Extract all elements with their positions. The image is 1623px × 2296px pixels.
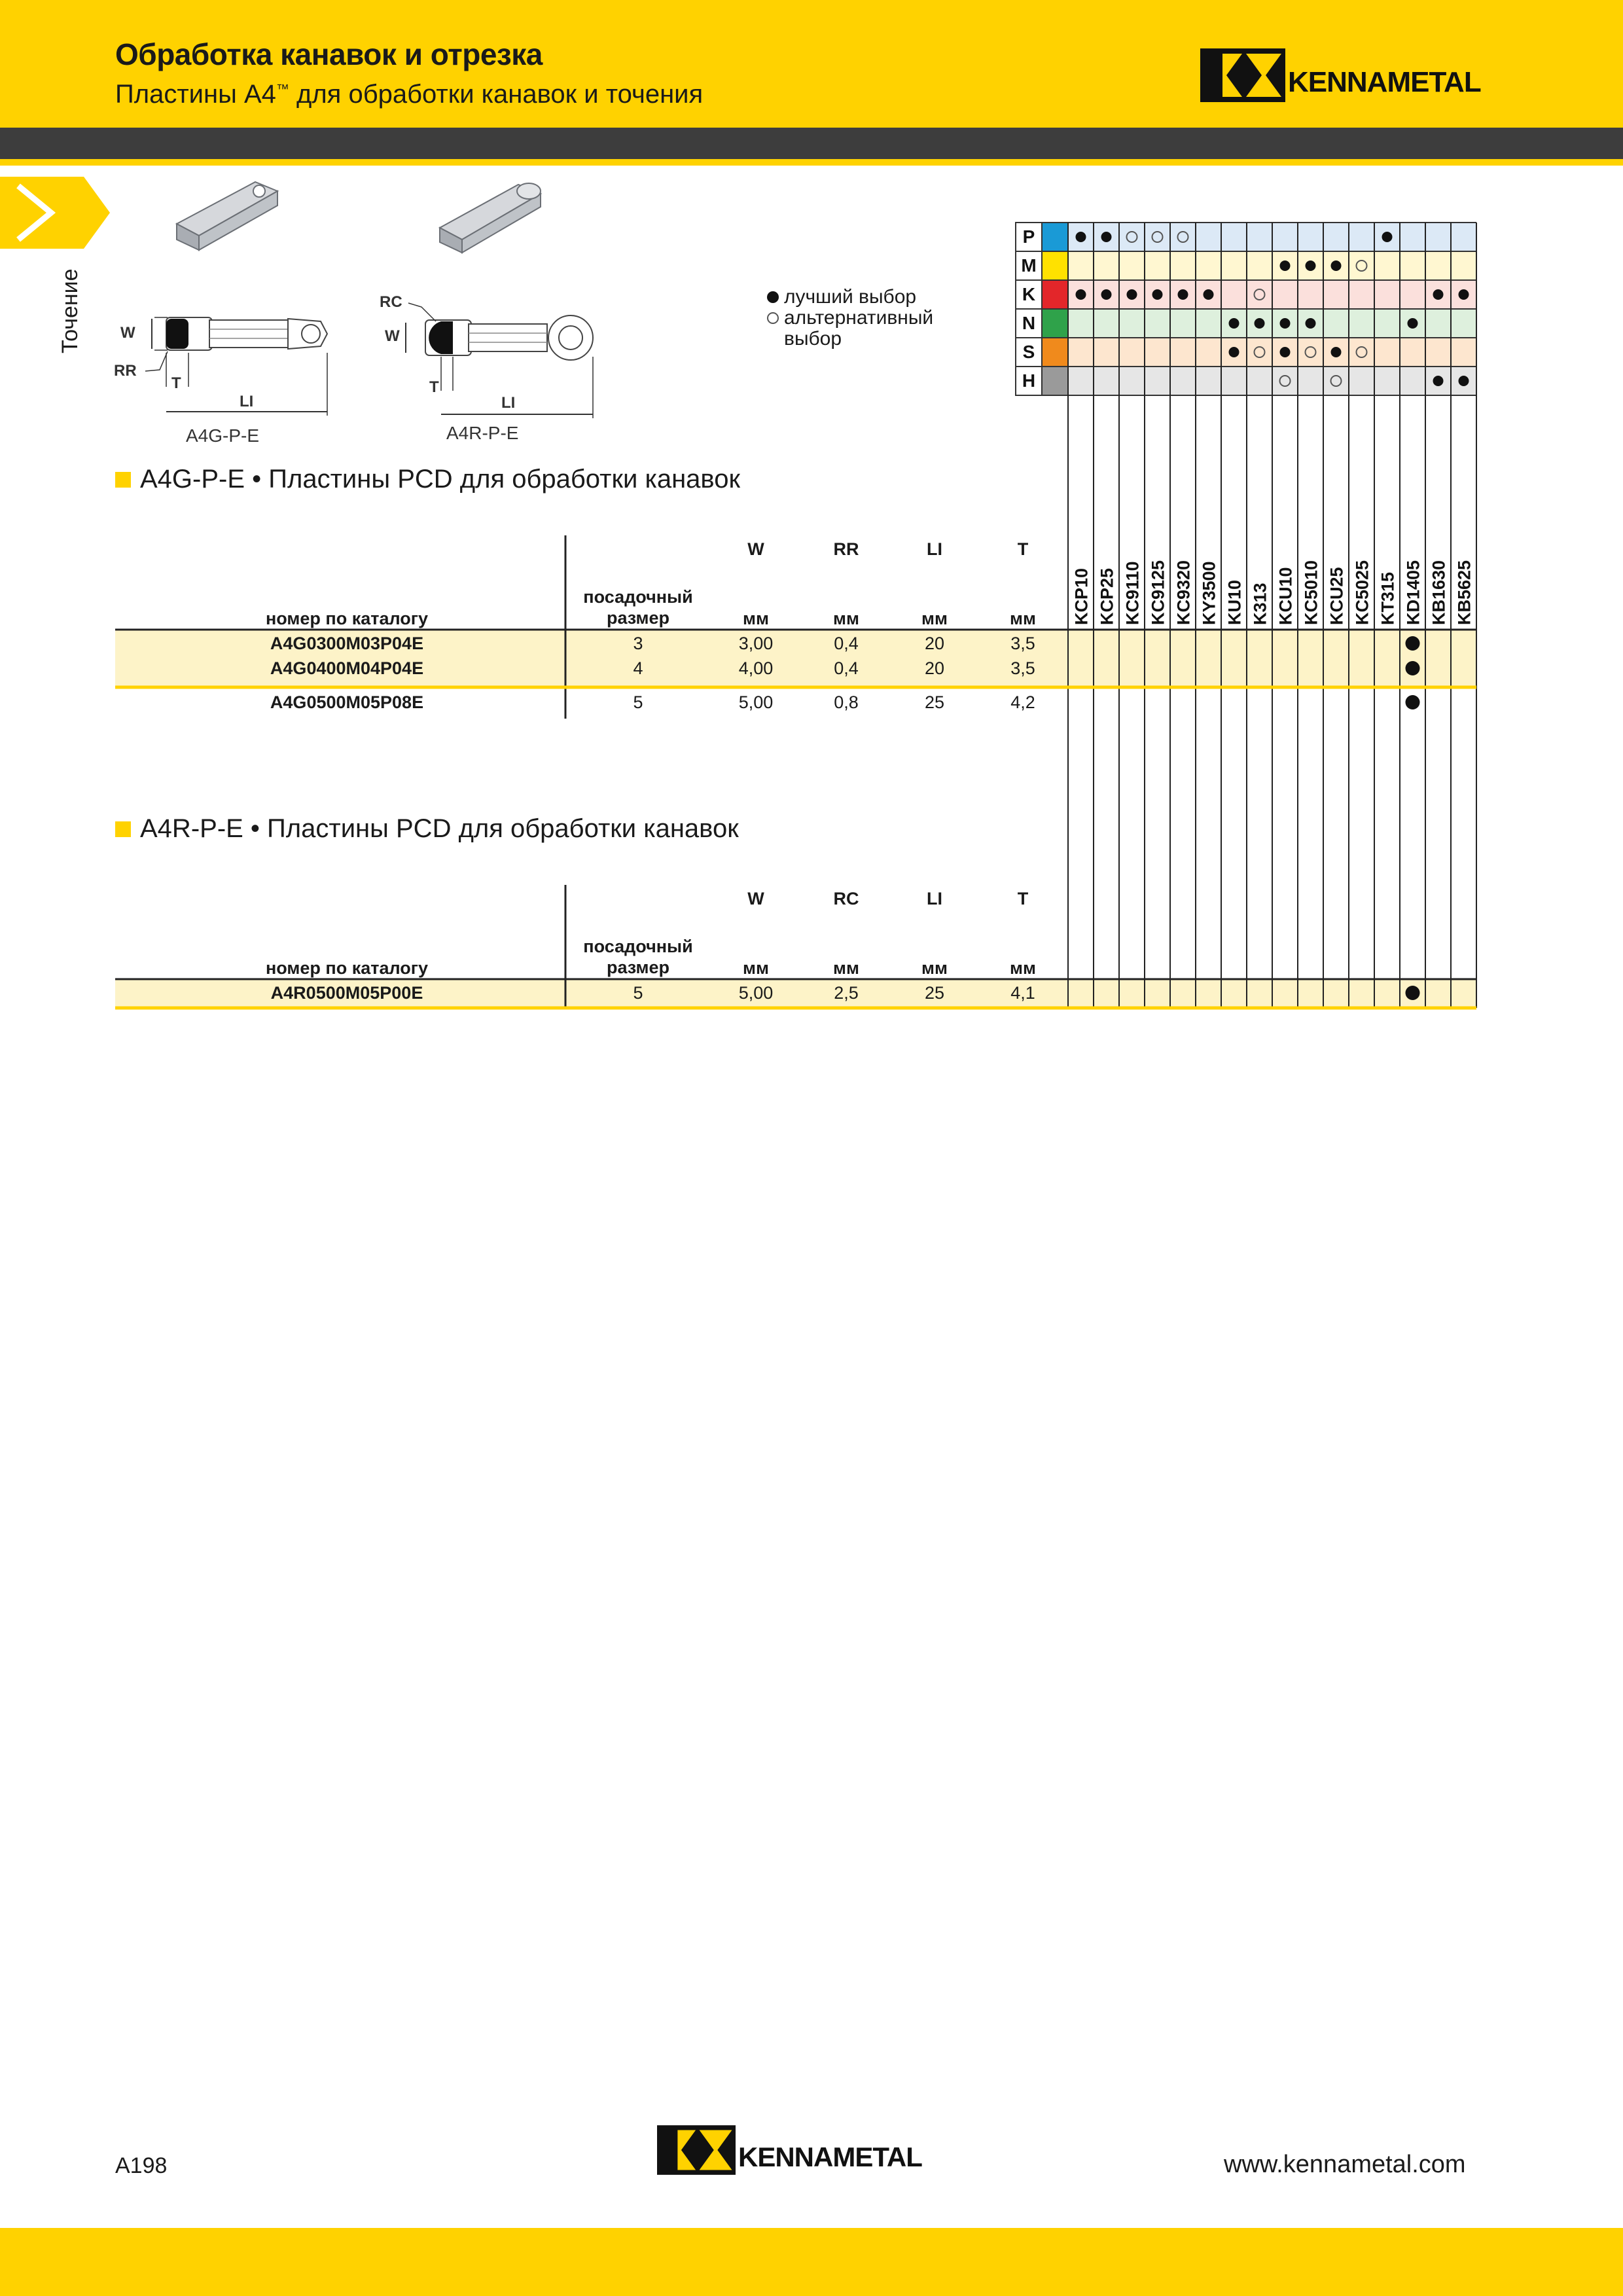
grade-label: KY3500 xyxy=(1199,561,1219,625)
best-choice-dot xyxy=(1331,347,1342,357)
a4g-heading-code: A4G-P-E xyxy=(140,465,245,493)
footer-logo[interactable] xyxy=(657,2125,922,2176)
grade-label: KCU25 xyxy=(1327,567,1347,625)
page-number: A198 xyxy=(115,2153,168,2178)
best-choice-dot xyxy=(1408,318,1418,329)
a4g-row-w: 4,00 xyxy=(738,658,774,678)
grade-label: KB5625 xyxy=(1454,560,1474,625)
a4g-row-seat: 5 xyxy=(633,692,643,712)
material-color-swatch xyxy=(1042,251,1068,280)
material-code-S: S xyxy=(1022,342,1035,362)
grade-label: KU10 xyxy=(1224,579,1245,625)
a4g-row-t: 4,2 xyxy=(1010,692,1035,712)
best-choice-dot xyxy=(1101,232,1112,242)
grade-label: KT315 xyxy=(1378,571,1398,625)
a4r-row-w: 5,00 xyxy=(738,983,774,1003)
legend-best-label: лучший выбор xyxy=(784,286,917,308)
material-color-swatch xyxy=(1042,367,1068,395)
grade-label: KD1405 xyxy=(1403,560,1423,625)
footer-band xyxy=(0,2228,1623,2296)
a4g-row-w: 3,00 xyxy=(738,634,774,653)
a4r-col-li: LI xyxy=(927,889,942,908)
kd1405-best-dot xyxy=(1406,986,1420,1000)
seat-line2: размер xyxy=(606,958,670,977)
best-choice-dot xyxy=(1178,289,1188,300)
a4g-caption: A4G-P-E xyxy=(186,425,260,446)
a4g-col-t: T xyxy=(1017,539,1029,559)
grade-label: KC5025 xyxy=(1352,560,1372,625)
grade-label: KC9110 xyxy=(1122,561,1143,625)
best-choice-dot xyxy=(1459,376,1469,386)
a4g-catalog-header: номер по каталогу xyxy=(265,609,429,628)
logo-wordmark: KENNAMETAL xyxy=(1288,66,1481,98)
a4g-row-rr: 0,4 xyxy=(834,634,859,653)
section-label: Точение xyxy=(58,268,82,353)
a4g-row-li: 20 xyxy=(924,634,945,653)
a4g-row-catalog: A4G0400M04P04E xyxy=(270,658,424,678)
grade-label: KCP25 xyxy=(1097,567,1117,625)
seat-line1: посадочный xyxy=(583,937,693,956)
best-choice-dot xyxy=(1255,318,1265,329)
material-code-N: N xyxy=(1022,313,1036,333)
seat-line2: размер xyxy=(606,608,670,628)
best-choice-dot xyxy=(1101,289,1112,300)
a4g-row-rr: 0,8 xyxy=(834,692,859,712)
a4g-row-catalog: A4G0500M05P08E xyxy=(270,692,424,712)
a4r-row-li: 25 xyxy=(924,983,945,1003)
best-choice-dot xyxy=(1229,318,1240,329)
best-choice-dot xyxy=(1306,260,1316,271)
a4r-row-seat: 5 xyxy=(633,983,643,1003)
website-link[interactable]: www.kennametal.com xyxy=(1224,2151,1466,2178)
grade-label: KC5010 xyxy=(1301,560,1321,625)
a4r-catalog-header: номер по каталогу xyxy=(265,958,429,978)
material-color-swatch xyxy=(1042,338,1068,367)
material-code-K: K xyxy=(1022,284,1036,304)
grade-label: KCU10 xyxy=(1275,567,1296,625)
best-choice-dot xyxy=(1382,232,1393,242)
a4g-row-catalog: A4G0300M03P04E xyxy=(270,634,424,653)
best-choice-dot xyxy=(1229,347,1240,357)
best-choice-dot xyxy=(1152,289,1163,300)
best-choice-dot xyxy=(1127,289,1137,300)
material-color-swatch xyxy=(1042,309,1068,338)
kennametal-logo-icon xyxy=(657,2125,736,2176)
a4r-caption: A4R-P-E xyxy=(446,423,519,443)
legend-alt-line2: выбор xyxy=(784,328,842,350)
a4r-heading-code: A4R-P-E xyxy=(140,814,243,843)
a4g-seat-header xyxy=(563,586,713,628)
a4r-col-w: W xyxy=(747,889,764,908)
best-choice-dot xyxy=(1280,318,1291,329)
a4g-row-li: 25 xyxy=(924,692,945,712)
best-choice-dot xyxy=(1076,289,1086,300)
a4r-col-t: T xyxy=(1017,889,1029,908)
a4r-label-li: LI xyxy=(501,394,516,412)
a4r-col-rc: RC xyxy=(833,889,859,908)
best-choice-dot xyxy=(1076,232,1086,242)
material-color-swatch xyxy=(1042,223,1068,251)
a4g-row-w: 5,00 xyxy=(738,692,774,712)
a4g-label-w: W xyxy=(120,324,135,342)
a4r-unit-rc: мм xyxy=(833,958,859,978)
grade-label: KCP10 xyxy=(1071,567,1092,625)
a4g-row-li: 20 xyxy=(924,658,945,678)
seat-line1: посадочный xyxy=(583,587,693,607)
a4g-col-w: W xyxy=(747,539,764,559)
best-choice-dot xyxy=(1280,260,1291,271)
a4g-label-t: T xyxy=(171,374,181,392)
a4r-row-catalog: A4R0500M05P00E xyxy=(270,983,423,1003)
a4g-col-rr: RR xyxy=(833,539,859,559)
a4g-unit-w: мм xyxy=(743,609,769,628)
subtitle-rest: для обработки канавок и точения xyxy=(289,80,704,109)
legend-alt-line1: альтернативный xyxy=(784,307,934,329)
a4g-row-rr: 0,4 xyxy=(834,658,859,678)
material-code-M: M xyxy=(1021,255,1037,276)
best-choice-dot xyxy=(1433,376,1444,386)
a4g-heading-text: • Пластины PCD для обработки канавок xyxy=(245,465,740,493)
kd1405-best-dot xyxy=(1406,661,1420,675)
logo-wordmark: KENNAMETAL xyxy=(738,2142,922,2172)
a4r-label-t: T xyxy=(429,378,439,396)
a4r-label-rc: RC xyxy=(380,293,402,311)
material-code-H: H xyxy=(1022,370,1036,391)
a4r-unit-w: мм xyxy=(743,958,769,978)
kd1405-best-dot xyxy=(1406,695,1420,709)
best-choice-dot xyxy=(1459,289,1469,300)
a4g-row-t: 3,5 xyxy=(1010,658,1035,678)
a4g-row-seat: 3 xyxy=(633,634,643,653)
material-color-swatch xyxy=(1042,280,1068,309)
a4g-label-li: LI xyxy=(240,393,254,410)
a4r-seat-header xyxy=(563,936,713,978)
a4r-label-w: W xyxy=(385,327,400,345)
trademark-mark: ™ xyxy=(276,82,289,97)
a4r-unit-li: мм xyxy=(921,958,948,978)
best-choice-dot xyxy=(1204,289,1214,300)
a4r-heading-text: • Пластины PCD для обработки канавок xyxy=(243,814,739,843)
best-choice-dot xyxy=(1280,347,1291,357)
best-choice-dot xyxy=(1433,289,1444,300)
best-choice-dot xyxy=(1331,260,1342,271)
kd1405-best-dot xyxy=(1406,636,1420,651)
a4r-row-rc: 2,5 xyxy=(834,983,859,1003)
a4g-unit-t: мм xyxy=(1010,609,1036,628)
a4g-row-seat: 4 xyxy=(633,658,643,678)
grade-label: KC9125 xyxy=(1148,560,1168,625)
a4r-unit-t: мм xyxy=(1010,958,1036,978)
material-code-P: P xyxy=(1022,226,1035,247)
a4g-col-li: LI xyxy=(927,539,942,559)
a4g-label-rr: RR xyxy=(114,362,137,380)
grade-label: KB1630 xyxy=(1429,560,1449,625)
a4g-row-t: 3,5 xyxy=(1010,634,1035,653)
a4r-row-t: 4,1 xyxy=(1010,983,1035,1003)
best-choice-dot xyxy=(1306,318,1316,329)
a4g-unit-rr: мм xyxy=(833,609,859,628)
grade-label: K313 xyxy=(1250,583,1270,625)
a4g-unit-li: мм xyxy=(921,609,948,628)
subtitle-main: Пластины A4 xyxy=(115,80,276,109)
grade-label: KC9320 xyxy=(1173,560,1194,625)
page-title: Обработка канавок и отрезка xyxy=(115,37,543,71)
